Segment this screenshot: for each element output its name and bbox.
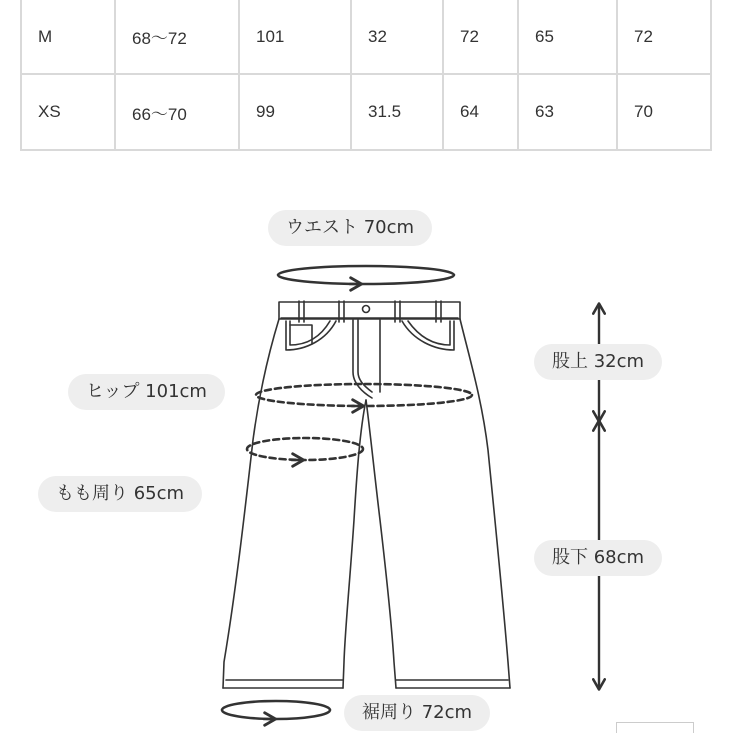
corner-box (616, 722, 694, 733)
table-cell: 68〜72 (115, 0, 239, 74)
hem-arrow-icon (222, 701, 330, 719)
hip-arrow-icon (256, 384, 472, 406)
table-cell: 65 (518, 0, 617, 74)
table-cell: 70 (617, 74, 711, 150)
waist-label: ウエスト 70cm (268, 210, 432, 246)
pants-outline-icon (223, 301, 510, 688)
table-cell: 99 (239, 74, 351, 150)
thigh-label: もも周り 65cm (38, 476, 202, 512)
hem-label: 裾周り 72cm (344, 695, 490, 731)
table-cell: 31.5 (351, 74, 443, 150)
size-label: XS (21, 74, 115, 150)
table-cell: 63 (518, 74, 617, 150)
table-cell: 66〜70 (115, 74, 239, 150)
thigh-arrow-icon (247, 438, 363, 460)
table-cell: 32 (351, 0, 443, 74)
rise-label: 股上 32cm (534, 344, 662, 380)
inseam-label: 股下 68cm (534, 540, 662, 576)
table-cell: 72 (617, 0, 711, 74)
size-label: M (21, 0, 115, 74)
table-cell: 101 (239, 0, 351, 74)
hip-label: ヒップ 101cm (68, 374, 225, 410)
waist-arrow-icon (278, 266, 454, 284)
table-cell: 72 (443, 0, 518, 74)
table-cell: 64 (443, 74, 518, 150)
